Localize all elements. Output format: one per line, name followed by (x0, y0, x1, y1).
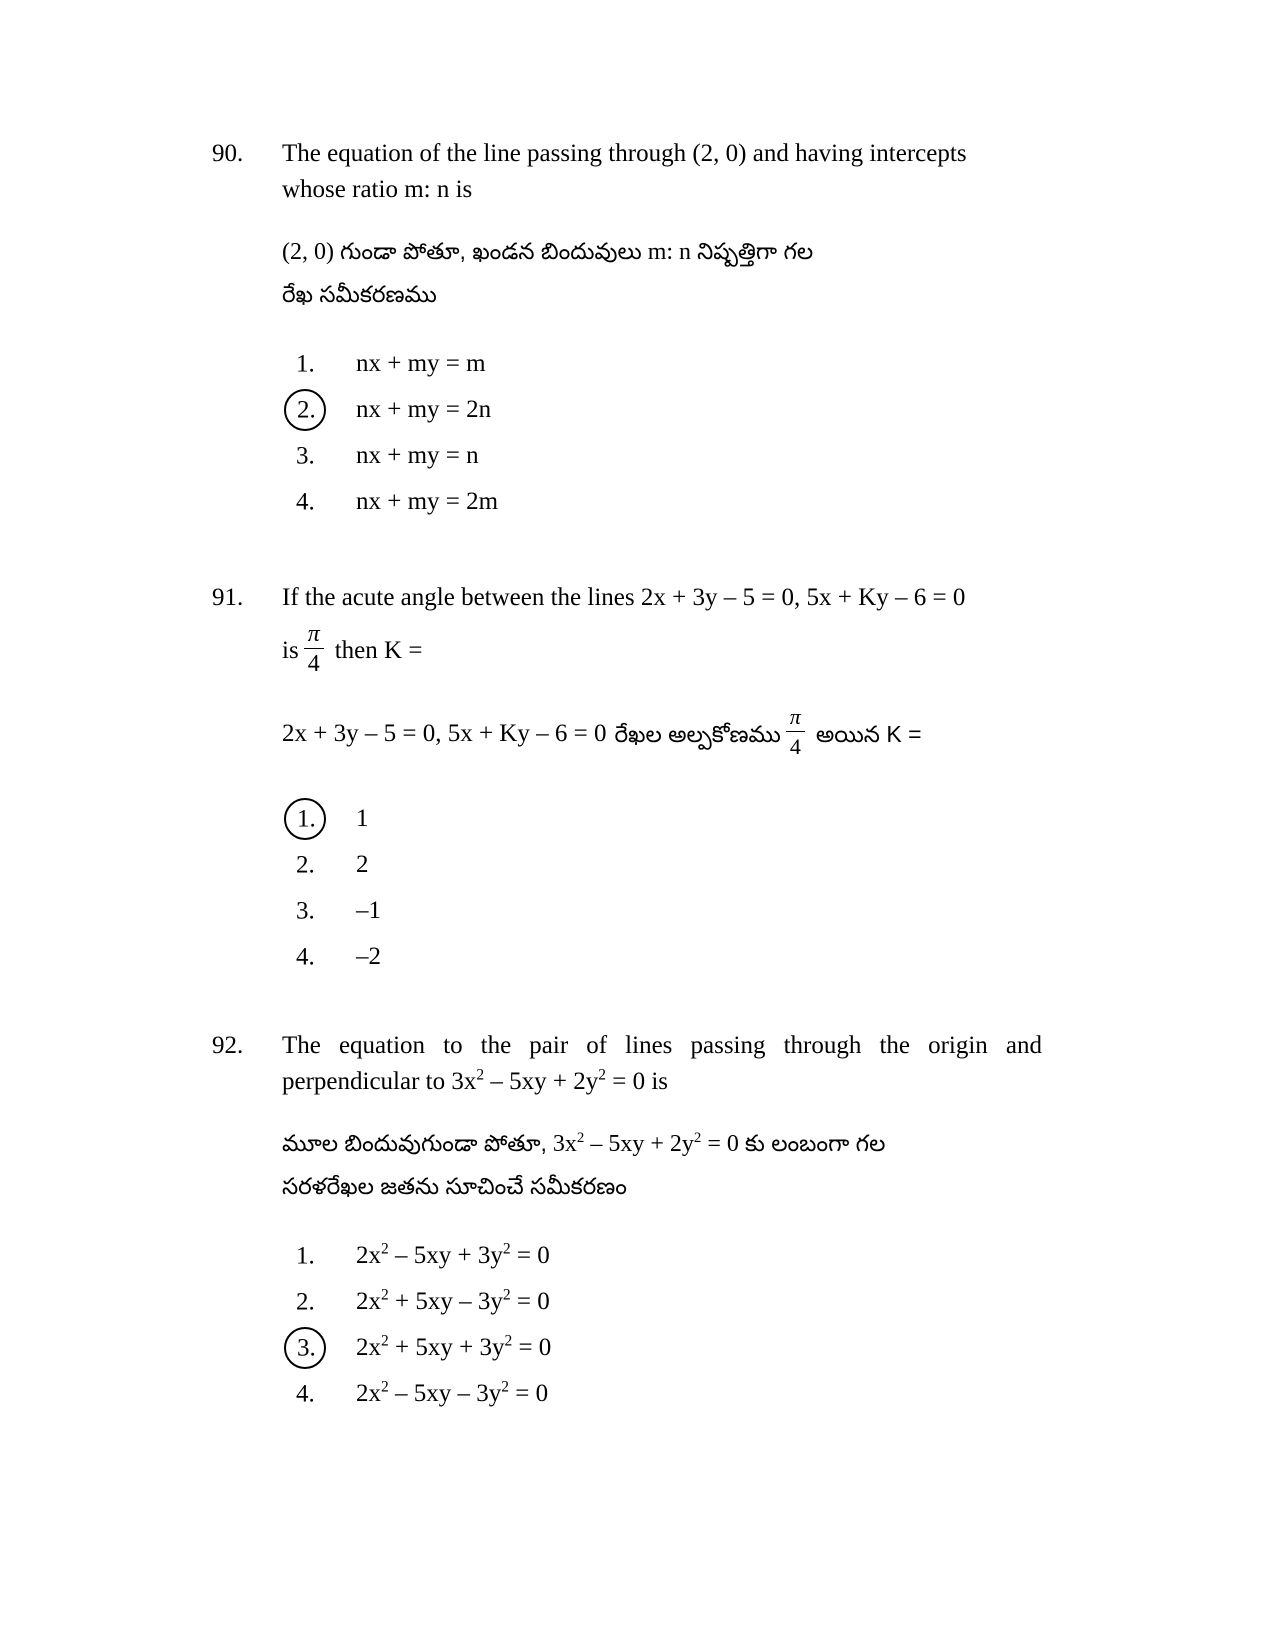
option-text: 2 (356, 851, 369, 878)
exponent: 2 (504, 1332, 513, 1350)
question-92-head (212, 1028, 1042, 1207)
exponent: 2 (381, 1332, 389, 1350)
option-marker-selected[interactable] (282, 796, 356, 842)
fraction-pi-over-4 (304, 621, 324, 678)
option-label: 4. (296, 1380, 315, 1408)
question-92-options (282, 1233, 1042, 1417)
opt-eq-a: 2x (356, 1334, 381, 1361)
question-92-stem-en-line2 (282, 1064, 1042, 1100)
option-label: 3. (296, 897, 315, 925)
opt-eq-b: – 5xy + 3y (388, 1242, 503, 1269)
option-text: 1 (356, 805, 369, 832)
exponent: 2 (576, 1130, 585, 1146)
question-91-body (282, 580, 1042, 762)
exponent: 2 (381, 1240, 389, 1258)
option-marker[interactable] (282, 479, 356, 525)
option-row[interactable] (282, 934, 1042, 980)
opt-eq-b: – 5xy – 3y (388, 1380, 502, 1407)
option-text (356, 1334, 1042, 1362)
question-92-number: 92. (212, 1032, 244, 1059)
option-row[interactable] (282, 1325, 1042, 1371)
question-91-stem-en-line2 (282, 622, 1042, 679)
question-91-number: 91. (212, 584, 244, 611)
option-text: nx + my = m (356, 350, 486, 377)
option-row[interactable] (282, 1279, 1042, 1325)
opt-eq-a: 2x (356, 1380, 381, 1407)
option-label: 1. (297, 805, 316, 833)
option-row[interactable] (282, 1233, 1042, 1279)
fraction-pi-over-4-telugu (786, 704, 805, 761)
question-92-stem-te-line2: సరళరేఖల జతను సూచించే సమీకరణం (282, 1173, 627, 1199)
q92-en-post: = 0 is (605, 1068, 669, 1095)
option-marker-selected[interactable] (282, 1325, 356, 1371)
option-row[interactable] (282, 341, 1042, 387)
option-text (356, 1380, 1042, 1408)
fraction-numerator: π (789, 704, 801, 729)
question-90-stem-en-line2: whose ratio m: n is (282, 176, 473, 203)
option-marker[interactable] (282, 433, 356, 479)
question-92-body (282, 1028, 1042, 1207)
opt-eq-a: 2x (356, 1242, 381, 1269)
question-90-stem-en-line1: The equation of the line passing through (2, 0) and having intercepts (282, 140, 967, 167)
option-label: 3. (297, 1334, 316, 1362)
opt-eq-c: = 0 (510, 1288, 550, 1315)
q90-te-text-2: నిష్పత్తిగా గల (697, 238, 814, 264)
question-block-90 (212, 136, 1042, 525)
option-label: 2. (296, 851, 315, 879)
question-90-options (282, 341, 1042, 525)
fraction-denominator: 4 (307, 651, 320, 677)
question-91-stem-te (282, 705, 1042, 762)
fraction-bar (786, 731, 805, 732)
option-row[interactable] (282, 842, 1042, 888)
question-block-91 (212, 580, 1042, 980)
option-row[interactable] (282, 387, 1042, 433)
opt-eq-c: = 0 (510, 1242, 550, 1269)
q90-te-text-1: గుండా పోతూ, ఖండన బిందువులు (339, 238, 642, 264)
q92-te-eq-a: 3x (552, 1131, 577, 1157)
q92-te-text-1: మూల బిందువుగుండా పోతూ, (282, 1130, 547, 1156)
option-label: 4. (296, 943, 315, 971)
q92-en-line1-text: The equation to the pair of lines passing through the origin and (282, 1032, 1042, 1059)
option-marker[interactable] (282, 1371, 356, 1417)
option-marker[interactable] (282, 842, 356, 888)
option-text: nx + my = 2n (356, 396, 492, 423)
question-92-stem-en-line1 (282, 1028, 1042, 1064)
option-text: –1 (356, 897, 381, 924)
option-row[interactable] (282, 888, 1042, 934)
q90-te-coord: (2, 0) (282, 239, 334, 265)
exponent: 2 (502, 1240, 511, 1258)
exponent: 2 (381, 1286, 389, 1304)
option-text: –2 (356, 943, 381, 970)
q92-te-text-2: కు లంబంగా గల (744, 1130, 886, 1156)
option-label: 1. (296, 350, 315, 378)
exponent: 2 (476, 1066, 485, 1084)
q91-te-text-2: అయిన K = (815, 720, 922, 747)
q91-then-k: then K = (334, 636, 423, 664)
option-marker[interactable] (282, 888, 356, 934)
q91-is-word: is (282, 636, 299, 664)
question-90-stem-te-line2: రేఖ సమీకరణము (282, 281, 437, 307)
opt-eq-c: = 0 (512, 1334, 552, 1361)
question-91-head (212, 580, 1042, 762)
option-marker[interactable] (282, 1233, 356, 1279)
opt-eq-a: 2x (356, 1288, 381, 1315)
option-text: nx + my = 2m (356, 488, 499, 515)
option-label: 1. (296, 1242, 315, 1270)
option-row[interactable] (282, 1371, 1042, 1417)
opt-eq-b: + 5xy + 3y (388, 1334, 505, 1361)
opt-eq-b: + 5xy – 3y (388, 1288, 503, 1315)
option-label: 2. (296, 1288, 315, 1316)
option-marker[interactable] (282, 341, 356, 387)
q92-en-pre: perpendicular to 3x (282, 1068, 477, 1095)
option-marker-selected[interactable] (282, 387, 356, 433)
question-91-options (282, 796, 1042, 980)
question-90-stem-te (282, 230, 1042, 315)
option-marker[interactable] (282, 1279, 356, 1325)
exponent: 2 (501, 1378, 509, 1396)
q92-te-eq-b: – 5xy + 2y (584, 1131, 694, 1157)
option-row[interactable] (282, 479, 1042, 525)
question-90-body (282, 136, 1042, 315)
option-row[interactable] (282, 796, 1042, 842)
question-90-stem-te-line1 (282, 230, 1042, 273)
option-label: 3. (296, 442, 315, 470)
option-text (356, 1288, 1042, 1316)
q91-te-text-1: రేఖల అల్పకోణము (614, 720, 781, 747)
q90-te-ratio: m: n (647, 239, 692, 265)
option-label: 4. (296, 488, 315, 516)
exponent: 2 (693, 1130, 702, 1146)
exponent: 2 (502, 1286, 511, 1304)
question-block-92 (212, 1028, 1042, 1417)
question-92-stem-te (282, 1122, 1042, 1207)
question-91-stem-en-line1: If the acute angle between the lines 2x + 3y – 5 = 0, 5x + Ky – 6 = 0 (282, 584, 966, 611)
fraction-bar (304, 648, 324, 649)
question-90-number: 90. (212, 140, 244, 167)
fraction-numerator: π (307, 621, 320, 647)
option-text: nx + my = n (356, 442, 479, 469)
exponent: 2 (381, 1378, 389, 1396)
exponent: 2 (598, 1066, 606, 1084)
option-text (356, 1242, 1042, 1270)
option-row[interactable] (282, 433, 1042, 479)
q92-en-mid: – 5xy + 2y (484, 1068, 599, 1095)
option-marker[interactable] (282, 934, 356, 980)
q91-te-equations: 2x + 3y – 5 = 0, 5x + Ky – 6 = 0 (282, 719, 607, 747)
opt-eq-c: = 0 (509, 1380, 549, 1407)
q92-te-eq-c: = 0 (701, 1131, 739, 1157)
option-label: 2. (297, 396, 316, 424)
question-90-head (212, 136, 1042, 315)
fraction-denominator: 4 (789, 734, 801, 759)
question-92-stem-te-line1 (282, 1122, 1042, 1165)
